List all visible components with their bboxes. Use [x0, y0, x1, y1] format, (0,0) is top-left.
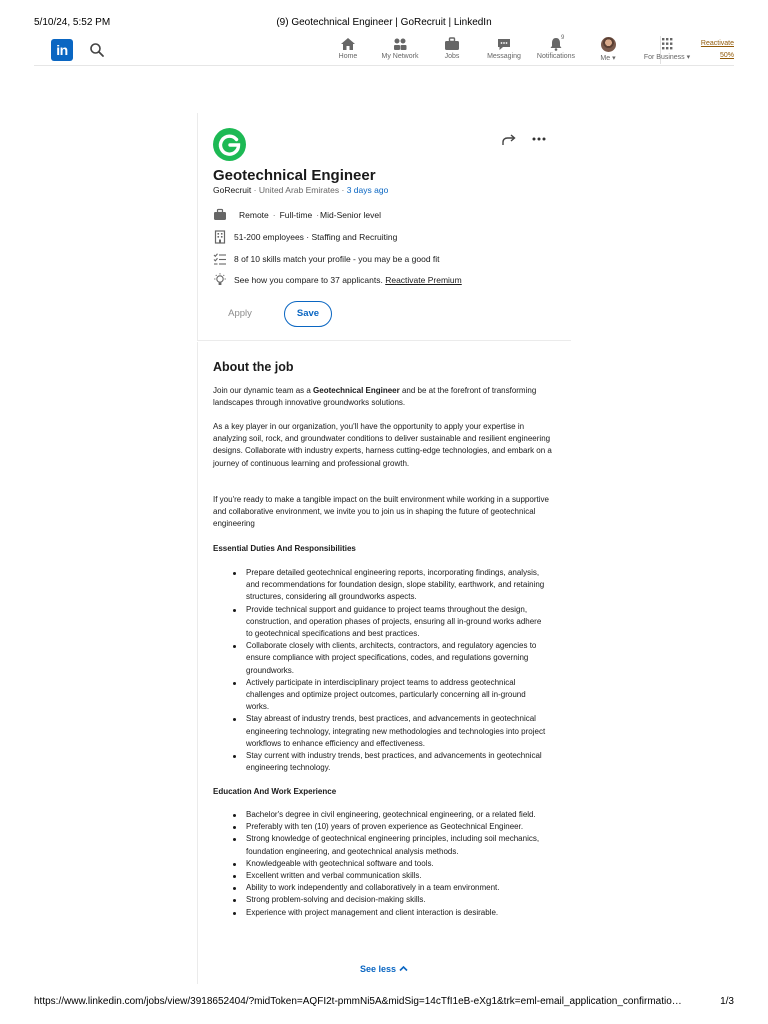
job-title: Geotechnical Engineer: [213, 167, 376, 184]
reactivate-premium-link[interactable]: [696, 38, 734, 62]
employment-type: Full-time: [279, 210, 313, 220]
nav-me-label: [582, 54, 634, 62]
education-list: [231, 809, 546, 919]
premium-link-line1: Reactivate: [700, 40, 734, 47]
compare-text-wrap: [234, 275, 462, 285]
gorecruit-logo-icon: [213, 128, 246, 161]
grid-icon: [659, 37, 675, 51]
about-the-job-section: [197, 342, 571, 984]
list-item: Actively participate in interdisciplinary project teams to address geotechnical challenges and optimize project outcomes, particularly concerning all in-ground works.: [231, 677, 546, 714]
intro-paragraph: [213, 385, 559, 409]
linkedin-logo[interactable]: in: [51, 39, 73, 61]
education-heading: Education And Work Experience: [213, 787, 337, 796]
about-title: About the job: [213, 360, 294, 374]
lightbulb-icon: [213, 273, 227, 287]
list-item: Preferably with ten (10) years of proven experience as Geotechnical Engineer.: [231, 821, 546, 833]
duties-heading: Essential Duties And Responsibilities: [213, 544, 356, 553]
job-location: United Arab Emirates: [258, 185, 340, 195]
chevron-up-icon: [399, 965, 408, 972]
nav-home-label: Home: [338, 53, 358, 60]
share-icon[interactable]: [501, 133, 517, 147]
list-item: Strong knowledge of geotechnical engineering principles, including soil mechanics, foundation engineering, and geotechnical analysis methods.: [231, 833, 546, 857]
briefcase-icon: [444, 37, 460, 51]
premium-link-line2: 50%: [719, 52, 734, 59]
posted-time: 3 days ago: [346, 185, 389, 195]
print-datetime: 5/10/24, 5:52 PM: [34, 17, 111, 28]
building-icon: [213, 230, 227, 244]
skills-match-text: 8 of 10 skills match your profile - you may be a good fit: [234, 254, 440, 264]
list-item: Prepare detailed geotechnical engineering reports, incorporating findings, analysis, and recommendations for foundation design, slope stability, earthwork, and retaining structures, considering all groundworks aspects.: [231, 567, 546, 604]
company-logo[interactable]: [213, 128, 246, 161]
company-industry: Staffing and Recruiting: [311, 232, 398, 242]
nav-for-business[interactable]: [638, 37, 696, 65]
list-item: Collaborate closely with clients, architects, contractors, and regulatory agencies to ensure compliance with project specifications, codes, and regulations governing groundworks.: [231, 640, 546, 677]
list-item: Ability to work independently and collaboratively in a team environment.: [231, 882, 546, 894]
print-url: https://www.linkedin.com/jobs/view/3918652404/?midToken=AQFI2t-pmmNi5A&midSig=14cTfI1eB-eXg1&trk=eml-email_application_confirmatio…: [34, 996, 682, 1007]
list-item: Knowledgeable with geotechnical software and tools.: [231, 858, 546, 870]
more-options-icon[interactable]: [531, 133, 547, 145]
list-item: Stay abreast of industry trends, best practices, and advancements in geotechnical engineering technology, integrating new methodologies and technologies into project workflows to enhance efficiency and effectiveness.: [231, 713, 546, 750]
description-paragraph: As a key player in our organization, you'll have the opportunity to apply your expertise in analyzing soil, rock, and groundwater conditions to deliver sustainable and resilient engineering designs. Collaborate with industry experts, harness cutting-edge technologies, and embark on a journey of continuous learning and professional growth.: [213, 422, 552, 468]
notification-badge: 9: [561, 35, 565, 41]
list-item: Provide technical support and guidance to project teams throughout the design, construction, and operation phases of projects, ensuring all in-ground works adhere to geotechnical specifications and best practices.: [231, 604, 546, 641]
job-meta: GoRecruit · United Arab Emirates · 3 days ago: [213, 185, 389, 195]
network-icon: [392, 37, 408, 51]
print-page-number: 1/3: [720, 996, 734, 1007]
intro-before: Join our dynamic team as a: [213, 386, 314, 395]
nav-jobs-label: Jobs: [444, 53, 460, 60]
intro-job-title: Geotechnical Engineer: [313, 386, 400, 395]
nav-notifications[interactable]: [530, 37, 582, 65]
chevron-down-icon: ▾: [686, 54, 691, 61]
list-item: Stay current with industry trends, best practices, and advancements in geotechnical engineering technology.: [231, 750, 546, 774]
job-summary-card: [197, 113, 571, 341]
nav-for-business-label: [638, 53, 696, 61]
apply-button[interactable]: Apply: [228, 308, 252, 319]
nav-me[interactable]: [582, 37, 634, 65]
company-name[interactable]: GoRecruit: [213, 185, 252, 195]
print-footer: [34, 996, 734, 1008]
see-less-label: See less: [360, 964, 397, 974]
nav-me-text: Me: [600, 55, 611, 62]
nav-messaging[interactable]: [478, 37, 530, 65]
list-item: Bachelor's degree in civil engineering, geotechnical engineering, or a related field.: [231, 809, 546, 821]
search-icon[interactable]: [89, 42, 105, 58]
briefcase-icon: [213, 208, 227, 222]
job-type-text: Remote · Full-time ·Mid-Senior level: [239, 210, 381, 220]
nav-for-business-text: For Business: [643, 54, 685, 61]
duties-list: [231, 567, 546, 774]
company-insight-text: 51-200 employees · Staffing and Recruiting: [234, 232, 398, 242]
list-item: Experience with project management and client interaction is desirable.: [231, 907, 546, 919]
chevron-down-icon: ▾: [612, 55, 616, 62]
messaging-icon: [496, 37, 512, 51]
top-nav: [34, 34, 734, 66]
home-icon: [340, 37, 356, 51]
avatar: [601, 37, 616, 52]
seniority-level: Mid-Senior level: [320, 210, 381, 220]
nav-notifications-label: Notifications: [536, 53, 576, 60]
list-item: Excellent written and verbal communication skills.: [231, 870, 546, 882]
intro-after: and be at the forefront of transforming landscapes through innovative groundworks solutions.: [213, 386, 537, 408]
compare-text: See how you compare to 37 applicants.: [234, 275, 383, 285]
closing-paragraph: If you're ready to make a tangible impact on the built environment while working in a supportive and collaborative environment, we invite you to join us in shaping the future of geotechnical engineering: [213, 495, 549, 529]
nav-my-network[interactable]: [374, 37, 426, 65]
save-button[interactable]: Save: [284, 301, 332, 327]
reactivate-premium-link[interactable]: Reactivate Premium: [385, 275, 462, 285]
list-item: Strong problem-solving and decision-making skills.: [231, 894, 546, 906]
workplace-type: Remote: [239, 210, 269, 220]
checklist-icon: [213, 252, 227, 266]
nav-my-network-label: My Network: [381, 53, 419, 60]
nav-jobs[interactable]: [426, 37, 478, 65]
print-page-title: (9) Geotechnical Engineer | GoRecruit | LinkedIn: [276, 17, 492, 28]
nav-home[interactable]: [322, 37, 374, 65]
see-less-button[interactable]: [360, 964, 408, 974]
nav-messaging-label: Messaging: [487, 53, 521, 60]
company-size: 51-200 employees: [234, 232, 304, 242]
print-header: [34, 17, 734, 29]
